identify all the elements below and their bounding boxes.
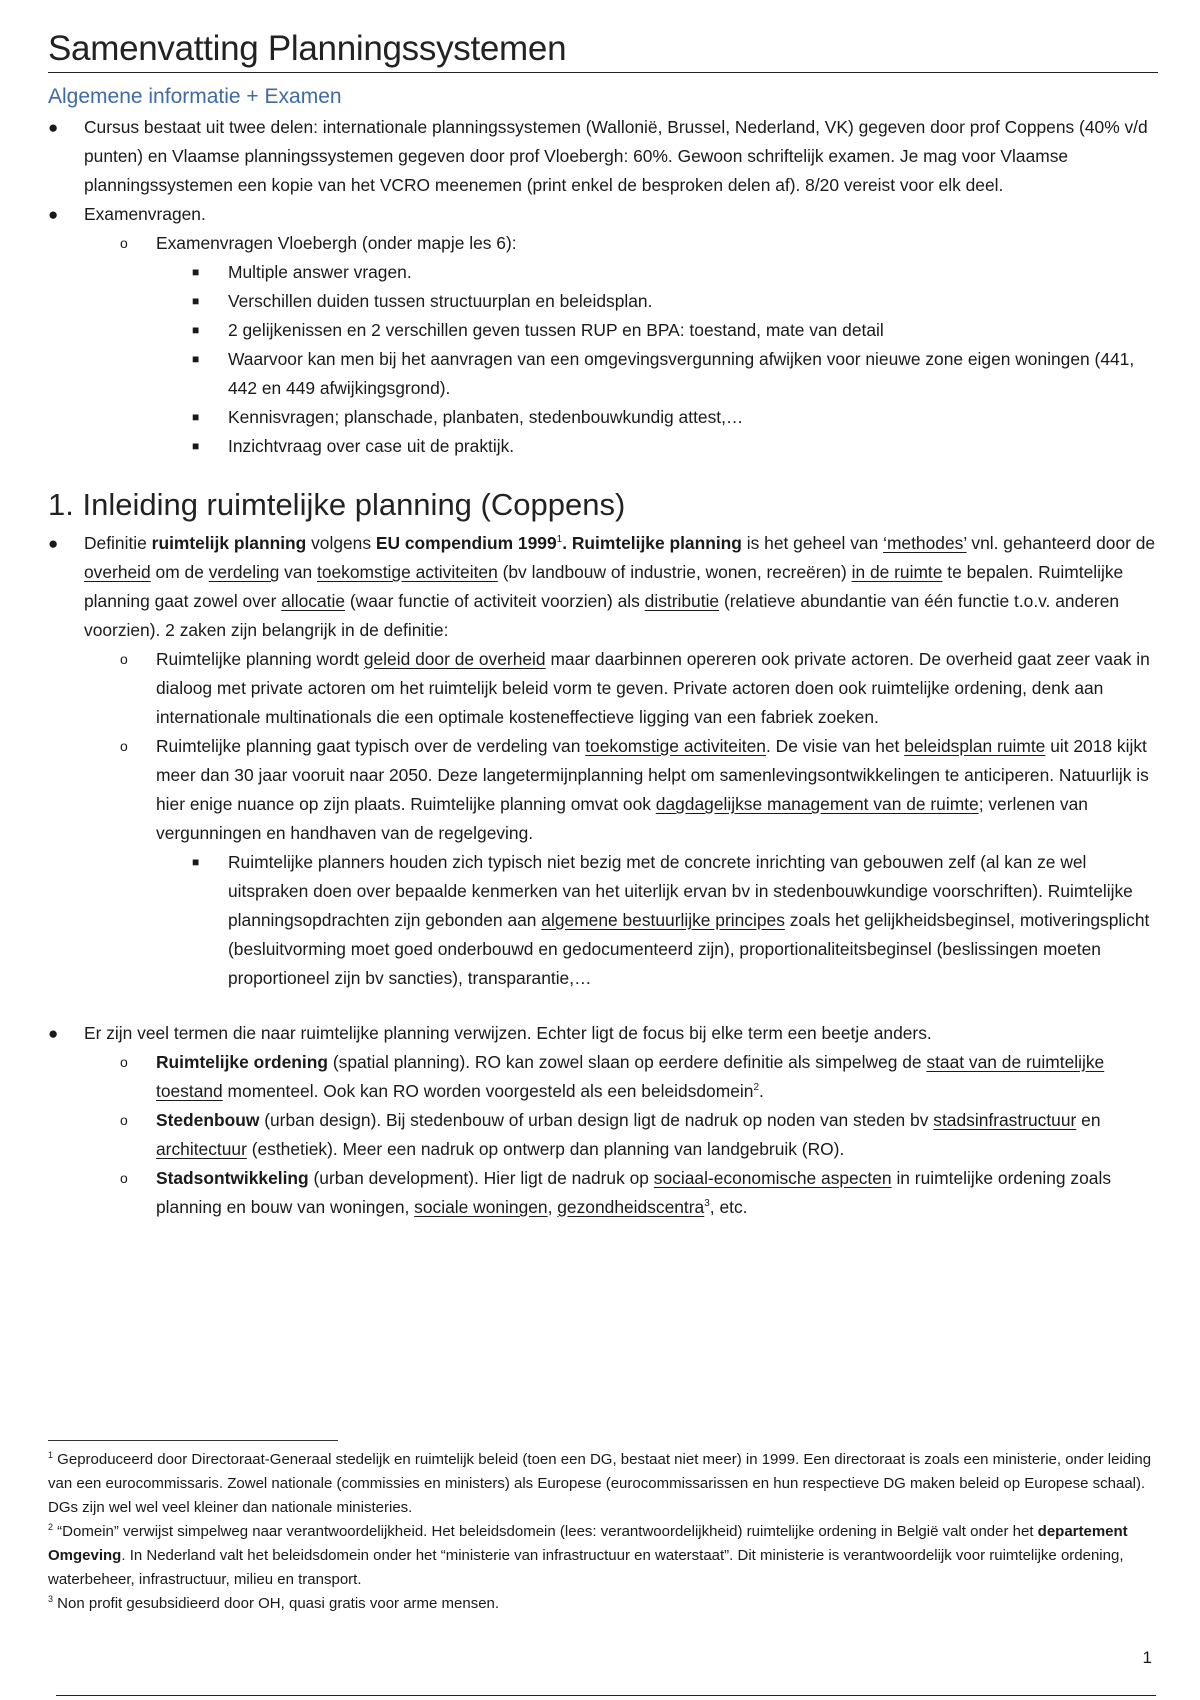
square-bullet-icon: ■: [192, 439, 200, 453]
list-item: [192, 345, 1158, 403]
list-item: [120, 1164, 1158, 1222]
document-page: [48, 28, 1158, 1222]
footnote-1: $^1$ Geproduceerd door Directoraat-Generaal stedelijk en ruimtelijk beleid (toen een DG, bestaat niet meer) in 1999. Een directoraat is zoals een ministerie, onder leiding van een eurocommissaris. Zowel nationale (commissies en ministers) als Europese (eurocommissarissen en hun respectieve DG maken beleid op Europese schaal). DGs zijn wel wel veel kleiner dan nationale ministeries.: [48, 1450, 1152, 1516]
circle-bullet-icon: o: [120, 1054, 128, 1070]
section-heading-exam: Algemene informatie + Examen: [48, 85, 342, 108]
list-item: [48, 529, 1158, 993]
exam-question: Verschillen duiden tussen structuurplan en beleidsplan.: [228, 291, 653, 311]
exam-question: Waarvoor kan men bij het aanvragen van een omgevingsvergunning afwijken voor nieuwe zone eigen woningen (441, 442 en 449 afwijkingsgrond).: [228, 349, 1135, 398]
list-item: [192, 432, 1158, 461]
chapter-list: [48, 529, 1158, 993]
term-ruimtelijke-ordening: Ruimtelijke ordening (spatial planning). RO kan zowel slaan op eerdere definitie als simpelweg de staat van de ruimtelijke toestand momenteel. Ook kan RO worden voorgesteld als een beleidsdomein$^2$.: [156, 1052, 1105, 1101]
term-stadsontwikkeling: Stadsontwikkeling (urban development). Hier ligt de nadruk op sociaal-economische aspecten in ruimtelijke ordening zoals planning en bouw van woningen, sociale woningen, gezondheidscentra$^3$, etc.: [156, 1168, 1112, 1217]
list-item: [120, 732, 1158, 993]
list-item: [48, 113, 1158, 200]
square-bullet-icon: ■: [192, 294, 200, 308]
exam-question: 2 gelijkenissen en 2 verschillen geven tussen RUP en BPA: toestand, mate van detail: [228, 320, 884, 340]
exam-sublist: [120, 229, 1158, 461]
exam-info-list: [48, 113, 1158, 461]
bullet-icon: ●: [48, 205, 59, 224]
footnote-3: $^3$ Non profit gesubsidieerd door OH, quasi gratis voor arme mensen.: [48, 1594, 500, 1612]
bullet-icon: ●: [48, 118, 59, 137]
square-bullet-icon: ■: [192, 855, 200, 869]
circle-bullet-icon: o: [120, 738, 128, 754]
list-item: [48, 1019, 1158, 1222]
bullet-icon: ●: [48, 534, 59, 553]
circle-bullet-icon: o: [120, 1170, 128, 1186]
footnote-ref[interactable]: 3: [704, 1198, 710, 1210]
terms-list: [48, 1019, 1158, 1222]
planners-sublist: [192, 848, 1158, 993]
square-bullet-icon: ■: [192, 352, 200, 366]
footnotes: [48, 1448, 1158, 1616]
spacer: [48, 993, 1158, 1019]
list-item: [120, 645, 1158, 732]
term-stedenbouw: Stedenbouw (urban design). Bij stedenbouw of urban design ligt de nadruk op noden van steden bv stadsinfrastructuur en architectuur (esthetiek). Meer een nadruk op ontwerp dan planning van landgebruik (RO).: [156, 1110, 1101, 1159]
exam-question: Inzichtvraag over case uit de praktijk.: [228, 436, 515, 456]
definition-sublist: [120, 645, 1158, 993]
exam-question-list: [192, 258, 1158, 461]
page-number: 1: [1142, 1648, 1152, 1667]
list-item: [120, 1106, 1158, 1164]
document-title: Samenvatting Planningssystemen: [48, 28, 1158, 73]
future-activities-paragraph: Ruimtelijke planning gaat typisch over de verdeling van toekomstige activiteiten. De visie van het beleidsplan ruimte uit 2018 kijkt meer dan 30 jaar vooruit naar 2050. Deze langetermijnplanning helpt om samenlevingsontwikkelingen te anticiperen. Natuurlijk is hier enige nuance op zijn plaats. Ruimtelijke planning omvat ook dagdagelijkse management van de ruimte; verlenen van vergunningen en handhaven van de regelgeving.: [156, 736, 1149, 843]
list-item: [192, 403, 1158, 432]
terms-sublist: [120, 1048, 1158, 1222]
list-item: [120, 1048, 1158, 1106]
list-item: [192, 848, 1158, 993]
list-item: [120, 229, 1158, 461]
course-description: Cursus bestaat uit twee delen: internationale planningssystemen (Wallonië, Brussel, Nederland, VK) gegeven door prof Coppens (40% v/d punten) en Vlaamse planningssystemen gegeven door prof Vloebergh: 60%. Gewoon schriftelijk examen. Je mag voor Vlaamse planningssystemen een kopie van het VCRO meenemen (print enkel de besproken delen af). 8/20 vereist voor elk deel.: [84, 117, 1148, 195]
terms-intro: Er zijn veel termen die naar ruimtelijke planning verwijzen. Echter ligt de focus bij elke term een beetje anders.: [84, 1023, 932, 1043]
exam-vloebergh-heading: Examenvragen Vloebergh (onder mapje les 6):: [156, 233, 517, 253]
circle-bullet-icon: o: [120, 1112, 128, 1128]
circle-bullet-icon: o: [120, 651, 128, 667]
footnote-ref[interactable]: 1: [556, 534, 563, 546]
footnote-divider: [48, 1440, 338, 1441]
list-item: [48, 200, 1158, 461]
list-item: [192, 287, 1158, 316]
square-bullet-icon: ■: [192, 410, 200, 424]
government-led-paragraph: Ruimtelijke planning wordt geleid door de overheid maar daarbinnen opereren ook private actoren. De overheid gaat zeer vaak in dialoog met private actoren om het ruimtelijk beleid vorm te geven. Private actoren doen ook ruimtelijke ordening, denk aan internationale multinationals die een optimale kosteneffectieve ligging van een fabriek zoeken.: [156, 649, 1150, 727]
bullet-icon: ●: [48, 1024, 59, 1043]
exam-question: Kennisvragen; planschade, planbaten, stedenbouwkundig attest,…: [228, 407, 744, 427]
square-bullet-icon: ■: [192, 323, 200, 337]
exam-questions-label: Examenvragen.: [84, 204, 206, 224]
circle-bullet-icon: o: [120, 235, 128, 251]
footnote-ref[interactable]: 2: [753, 1082, 759, 1094]
page-bottom-divider: [56, 1695, 1156, 1696]
list-item: [192, 316, 1158, 345]
exam-question: Multiple answer vragen.: [228, 262, 412, 282]
square-bullet-icon: ■: [192, 265, 200, 279]
list-item: [192, 258, 1158, 287]
footnote-2: $^2$ “Domein” verwijst simpelweg naar verantwoordelijkheid. Het beleidsdomein (lees: verantwoordelijkheid) ruimtelijke ordening in België valt onder het departement Omgeving. In Nederland valt het beleidsdomein onder het “ministerie van infrastructuur en waterstaat”. Dit ministerie is verantwoordelijk voor ruimtelijke ordening, waterbeheer, infrastructuur, milieu en transport.: [48, 1522, 1128, 1588]
planners-paragraph: Ruimtelijke planners houden zich typisch niet bezig met de concrete inrichting van gebouwen zelf (al kan ze wel uitspraken doen over bepaalde kenmerken van het uiterlijk ervan bv in stedenbouwkundige voorschriften). Ruimtelijke planningsopdrachten zijn gebonden aan algemene bestuurlijke principes zoals het gelijkheidsbeginsel, motiveringsplicht (besluitvorming moet goed onderbouwd en gedocumenteerd zijn), proportionaliteitsbeginsel (beslissingen moeten proportioneel zijn bv sancties), transparantie,…: [228, 852, 1150, 988]
chapter-heading: 1. Inleiding ruimtelijke planning (Coppens): [48, 487, 626, 522]
definition-paragraph: Definitie ruimtelijk planning volgens EU compendium 1999$^1$. Ruimtelijke planning is het geheel van ‘methodes’ vnl. gehanteerd door de overheid om de verdeling van toekomstige activiteiten (bv landbouw of industrie, wonen, recreëren) in de ruimte te bepalen. Ruimtelijke planning gaat zowel over allocatie (waar functie of activiteit voorzien) als distributie (relatieve abundantie van één functie t.o.v. anderen voorzien). 2 zaken zijn belangrijk in de definitie:: [84, 533, 1156, 640]
